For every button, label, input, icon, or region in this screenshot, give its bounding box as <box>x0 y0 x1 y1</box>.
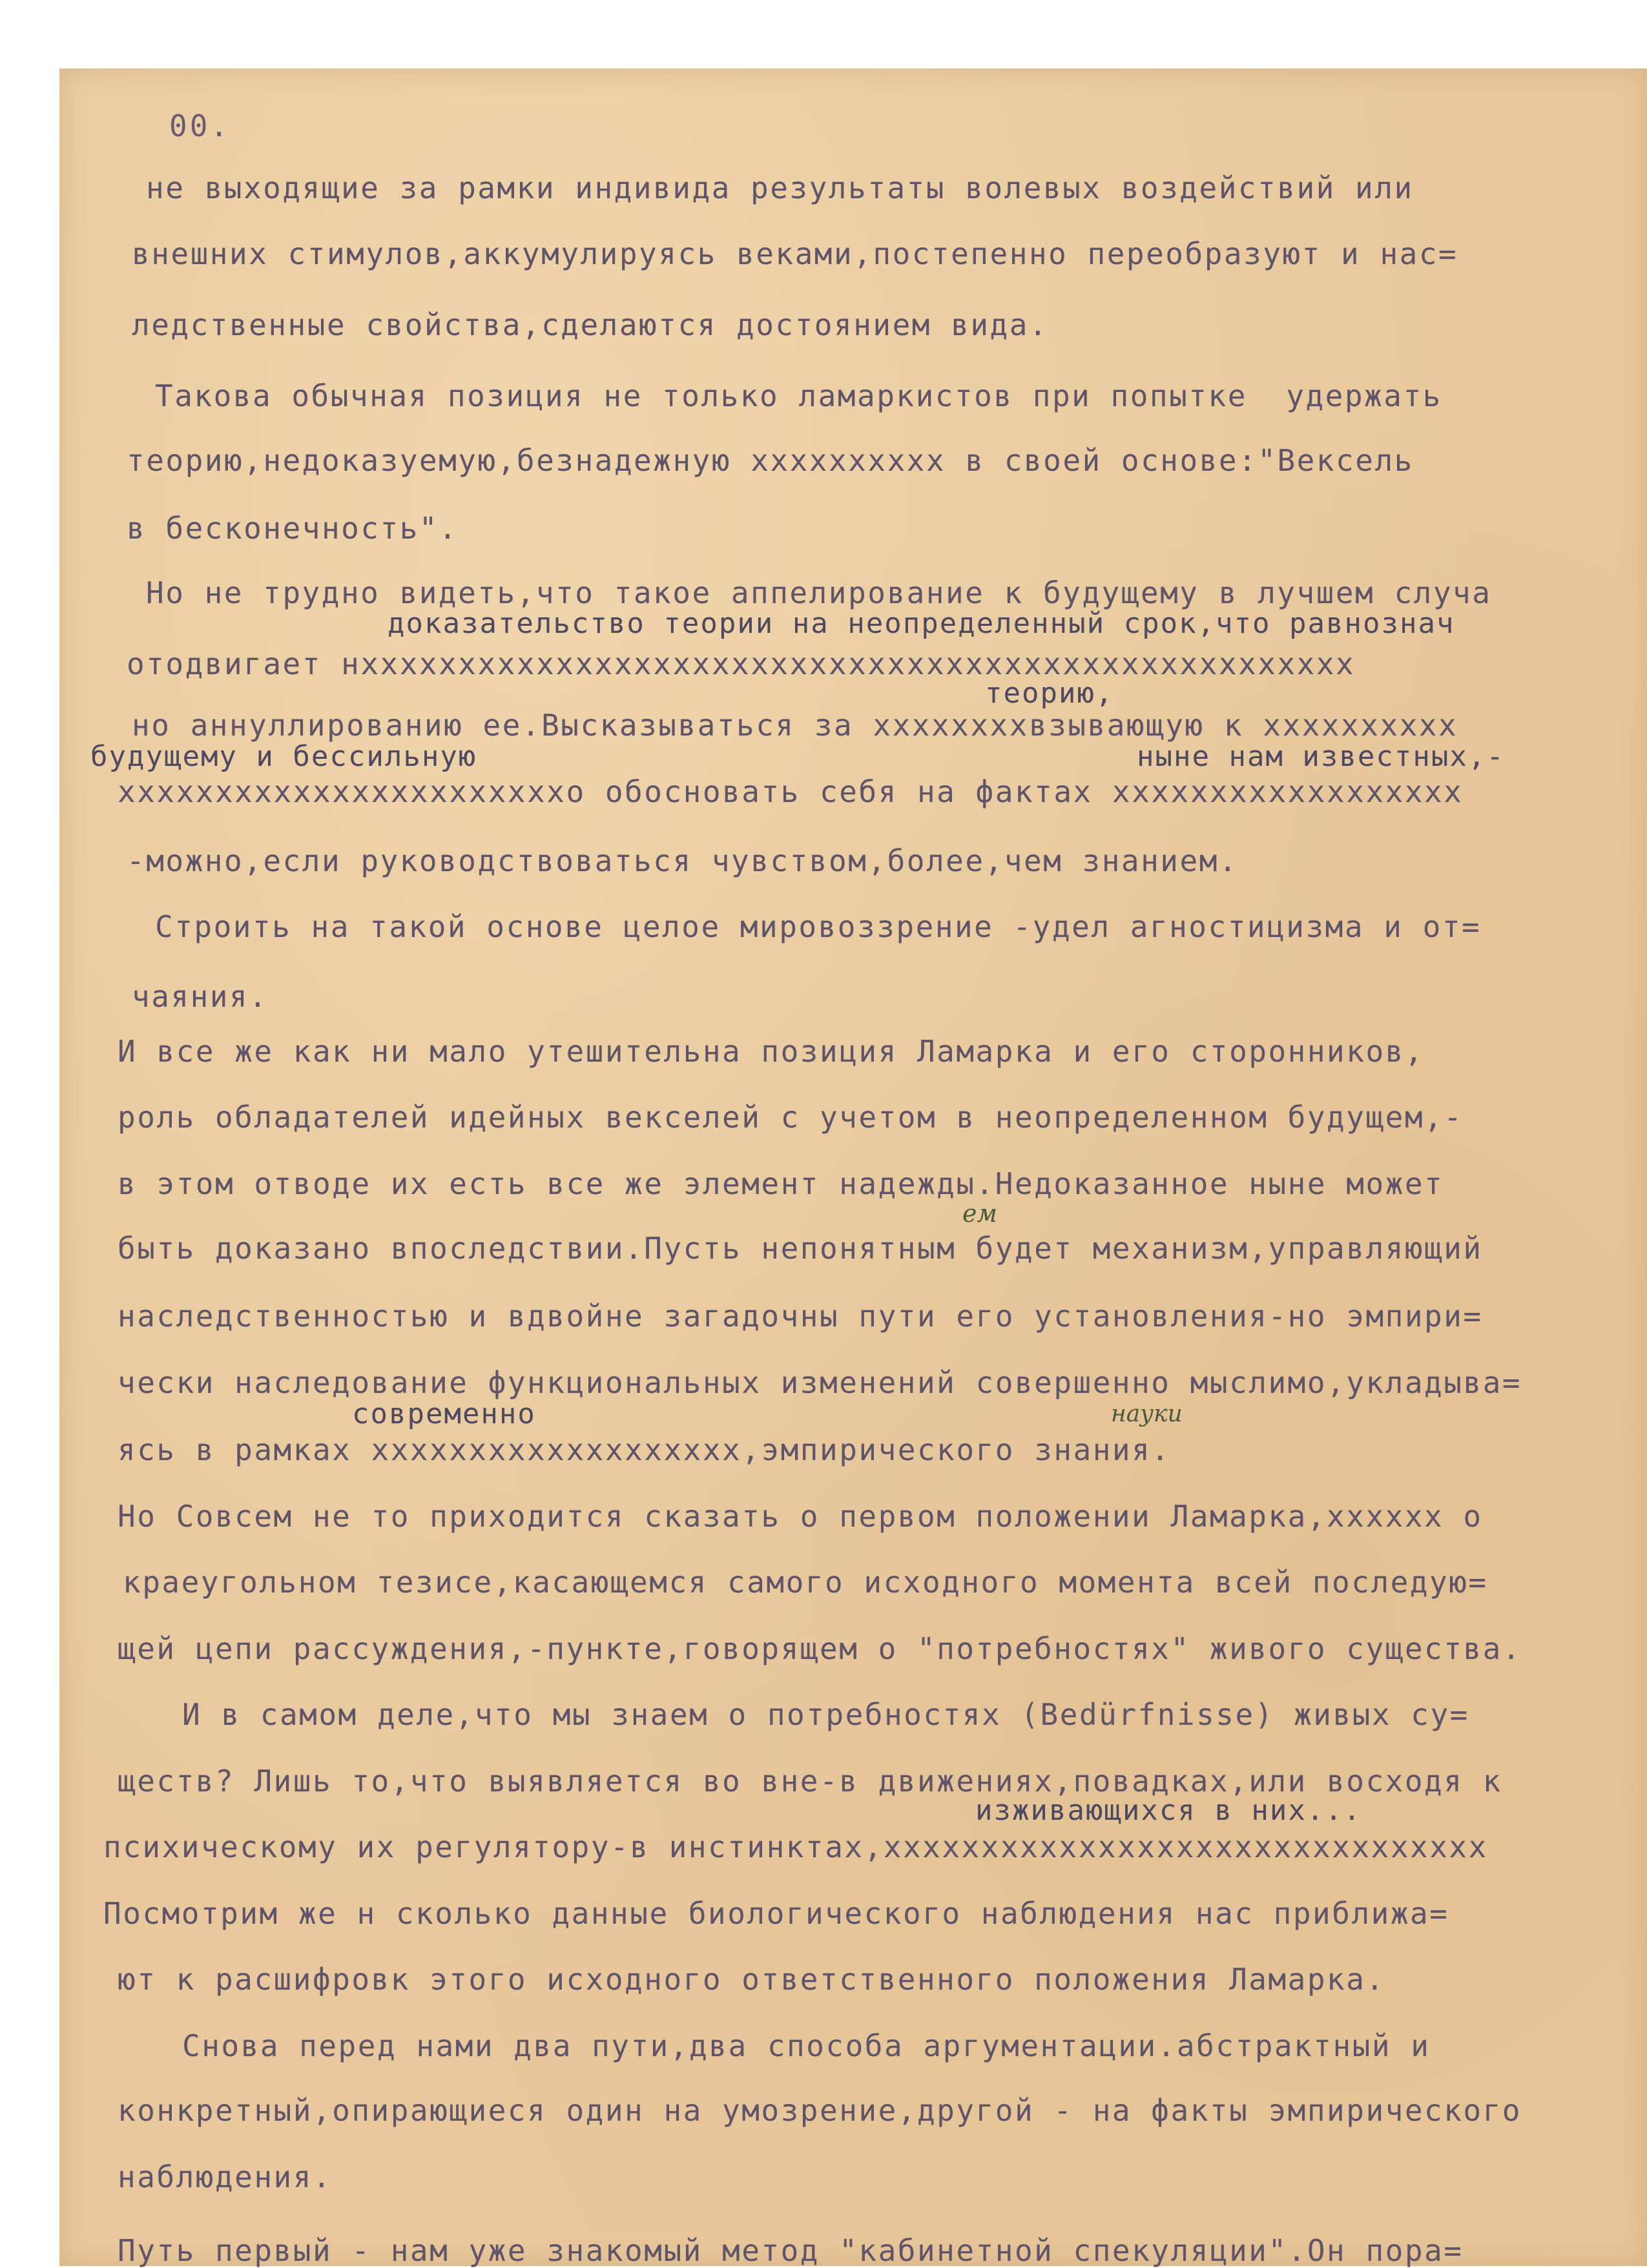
text-line-2: внешних стимулов,аккумулируясь веками,постепенно переобразуют и нас= <box>132 236 1458 271</box>
text-line-4: Такова обычная позиция не только ламаркистов при попытке удержать <box>155 378 1442 413</box>
insertion-line-3: будущему и бессильную <box>90 740 477 773</box>
text-line-19: чески наследование функциональных изменений совершенно мыслимо,укладыва= <box>118 1365 1522 1400</box>
text-line-6: в бесконечность". <box>127 511 459 546</box>
text-line-16: в этом отводе их есть все же элемент надежды.Недоказанное ныне может <box>118 1166 1444 1201</box>
text-line-23: щей цепи рассуждения,-пункте,говорящем о "потребностях" живого существа. <box>118 1631 1522 1666</box>
text-line-30: конкретный,опирающиеся один на умозрение,другой - на факты эмпирического <box>118 2093 1522 2128</box>
text-line-27: Посмотрим же н сколько данные биологического наблюдения нас приближа= <box>103 1896 1449 1931</box>
text-line-12: Строить на такой основе целое мировоззрение -удел агностицизма и от= <box>155 909 1482 944</box>
text-line-31: наблюдения. <box>118 2160 333 2194</box>
insertion-line-4: ныне нам известных,- <box>1137 740 1505 773</box>
text-line-17: быть доказано впоследствии.Пусть непонятным будет механизм,управляющий <box>118 1231 1483 1266</box>
text-line-25: ществ? Лишь то,что выявляется во вне-в движениях,повадках,или восходя к <box>118 1764 1502 1799</box>
text-line-22: краеугольном тезисе,касающемся самого исходного момента всей последую= <box>123 1565 1488 1600</box>
text-line-14: И все же как ни мало утешительна позиция Ламарка и его сторонников, <box>118 1034 1425 1069</box>
text-line-20: ясь в рамках xxxxxxxxxxxxxxxxxxx,эмпирического знания. <box>118 1432 1171 1467</box>
text-line-5: теорию,недоказуемую,безнадежную xxxxxxxxxx в своей основе:"Вексель <box>127 443 1414 478</box>
text-line-18: наследственностью и вдвойне загадочны пути его установления-но эмпири= <box>118 1299 1483 1334</box>
text-line-8: отодвигает нxxxxxxxxxxxxxxxxxxxxxxxxxxxxxxxxxxxxxxxxxxxxxxxxxxx <box>127 646 1356 681</box>
insertion-line-6: изживающихся в них... <box>975 1794 1362 1827</box>
insertion-line-5: современно <box>352 1397 536 1430</box>
handwritten-correction-2: науки <box>1111 1401 1183 1427</box>
text-line-29: Снова перед нами два пути,два способа аргументации.абстрактный и <box>182 2028 1431 2063</box>
text-line-15: роль обладателей идейных векселей с учетом в неопределенном будущем,- <box>118 1100 1464 1135</box>
text-line-26: психическому их регулятору-в инстинктах,xxxxxxxxxxxxxxxxxxxxxxxxxxxxxxx <box>103 1830 1488 1864</box>
text-line-11: -можно,если руководствоваться чувством,более,чем знанием. <box>127 843 1239 878</box>
page-number: 00. <box>169 108 231 143</box>
text-line-7: Но не трудно видеть,что такое аппелирование к будущему в лучшем случа <box>146 575 1492 610</box>
text-line-21: Но Совсем не то приходится сказать о первом положении Ламарка,xxxxxx о <box>118 1499 1483 1534</box>
text-line-24: И в самом деле,что мы знаем о потребностях (Bedürfnisse) живых су= <box>182 1697 1469 1732</box>
text-line-28: ют к расшифровк этого исходного ответственного положения Ламарка. <box>118 1962 1385 1997</box>
insertion-line-1: доказательство теории на неопределенный срок,что равнознач <box>388 607 1455 640</box>
text-line-10: xxxxxxxxxxxxxxxxxxxxxxxo обосновать себя на фактах xxxxxxxxxxxxxxxxxx <box>118 774 1464 809</box>
text-line-9: но аннуллированию ее.Высказываться за xxxxxxxxвзывающую к xxxxxxxxxx <box>132 708 1458 743</box>
insertion-line-2: теорию, <box>985 677 1114 710</box>
text-line-3: ледственные свойства,сделаются достоянием вида. <box>132 307 1049 342</box>
text-line-1: не выходящие за рамки индивида результаты волевых воздействий или <box>146 170 1414 205</box>
text-line-32: Путь первый - нам уже знакомый метод "кабинетной спекуляции".Он пора= <box>118 2233 1464 2268</box>
text-line-13: чаяния. <box>132 979 269 1014</box>
handwritten-correction-1: ем <box>962 1199 997 1228</box>
